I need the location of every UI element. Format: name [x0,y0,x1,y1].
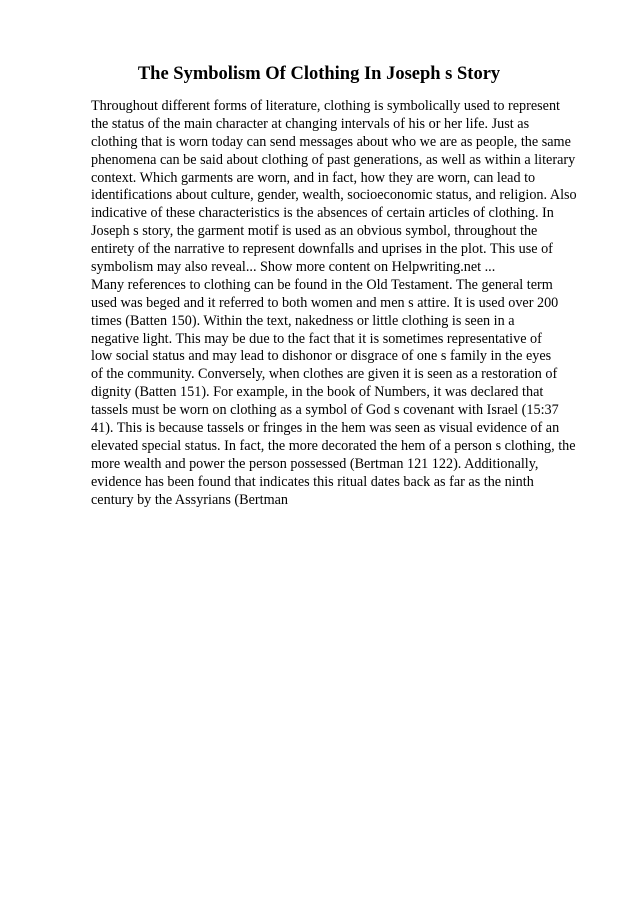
body-line: symbolism may also reveal... Show more content on Helpwriting.net ... [91,259,496,276]
body-line: Throughout different forms of literature, clothing is symbolically used to represent [91,98,560,114]
body-line: elevated special status. In fact, the more decorated the hem of a person s clothing, the [91,437,576,454]
body-line: used was beged and it referred to both women and men s attire. It is used over 200 [91,294,559,311]
body-line: the status of the main character at changing intervals of his or her life. Just as [91,115,530,132]
body-line: Joseph s story, the garment motif is used as an obvious symbol, throughout the [91,223,538,240]
body-line: dignity (Batten 151). For example, in the book of Numbers, it was declared that [91,384,544,401]
body-line: low social status and may lead to dishonor or disgrace of one s family in the eyes [91,348,552,365]
body-line: 41). This is because tassels or fringes in the hem was seen as visual evidence of an [91,420,560,437]
body-line: phenomena can be said about clothing of past generations, as well as within a literary [91,151,576,168]
document-title: The Symbolism Of Clothing In Joseph s Story [137,64,501,84]
body-line: negative light. This may be due to the fact that it is sometimes representative of [91,330,542,347]
body-line: indicative of these characteristics is the absences of certain articles of clothing. In [91,205,554,222]
body-line: of the community. Conversely, when clothes are given it is seen as a restoration of [91,366,558,383]
body-line: tassels must be worn on clothing as a symbol of God s covenant with Israel (15:37 [91,402,559,419]
body-line: clothing that is worn today can send messages about who we are as people, the same [91,133,571,150]
body-line: more wealth and power the person possessed (Bertman 121 122). Additionally, [91,455,539,472]
body-line: context. Which garments are worn, and in fact, how they are worn, can lead to [91,169,536,186]
body-line: entirety of the narrative to represent downfalls and uprises in the plot. This use of [91,241,553,258]
body-line: times (Batten 150). Within the text, nakedness or little clothing is seen in a [91,312,515,329]
body-line: evidence has been found that indicates this ritual dates back as far as the ninth [91,473,534,490]
body-line: Many references to clothing can be found in the Old Testament. The general term [91,276,553,293]
document-body [91,98,621,509]
body-line: century by the Assyrians (Bertman [91,491,289,508]
body-line: identifications about culture, gender, wealth, socioeconomic status, and religion. Also [91,187,577,204]
